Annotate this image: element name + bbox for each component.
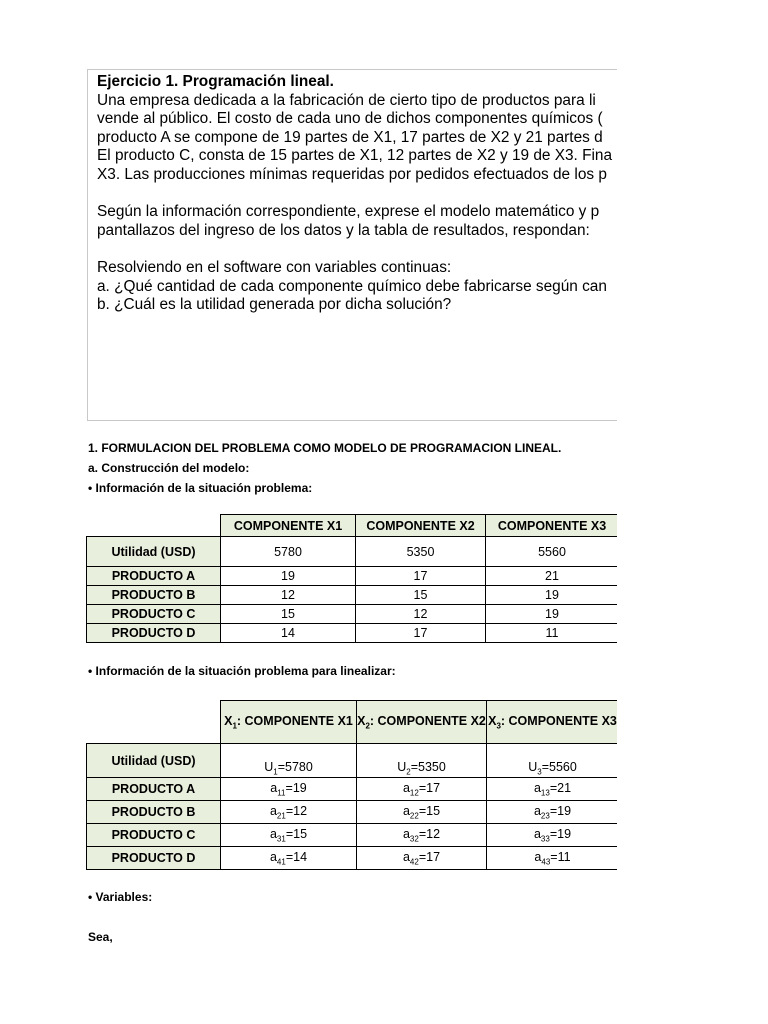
table-cell bbox=[357, 824, 487, 847]
variable-symbol: U bbox=[264, 759, 274, 774]
variable-symbol: X bbox=[357, 713, 366, 728]
table-cell bbox=[487, 847, 619, 870]
variable-symbol: a bbox=[533, 826, 541, 841]
row-header: PRODUCTO B bbox=[87, 801, 221, 824]
table-cell: 5560 bbox=[486, 537, 619, 567]
page-crop-edge bbox=[617, 0, 768, 1024]
exercise-title: Ejercicio 1. Programación lineal. bbox=[97, 73, 334, 90]
variable-symbol: X bbox=[488, 713, 497, 728]
variable-symbol: a bbox=[270, 780, 278, 795]
table-cell: 12 bbox=[221, 586, 356, 605]
variable-subscript: 11 bbox=[277, 788, 286, 798]
table-cell bbox=[357, 801, 487, 824]
variable-value: =17 bbox=[418, 849, 441, 864]
table-cell: 15 bbox=[221, 605, 356, 624]
exercise-line: producto A se compone de 19 partes de X1, 17 partes de X2 y 21 partes d bbox=[97, 128, 603, 146]
variable-subscript: 3 bbox=[496, 721, 501, 731]
data-table bbox=[86, 514, 619, 643]
row-header: Utilidad (USD) bbox=[87, 537, 221, 567]
variable-symbol: a bbox=[533, 803, 541, 818]
table-cell bbox=[221, 847, 357, 870]
variable-symbol: U bbox=[528, 759, 538, 774]
variable-value: =19 bbox=[549, 826, 572, 841]
variable-symbol: a bbox=[533, 780, 541, 795]
variable-subscript: 2 bbox=[365, 721, 370, 731]
subsection-heading: a. Construcción del modelo: bbox=[88, 461, 250, 475]
column-header bbox=[221, 701, 357, 744]
table-cell: 17 bbox=[356, 567, 486, 586]
table-cell bbox=[221, 824, 357, 847]
variable-symbol: a bbox=[269, 803, 277, 818]
bullet-info: • Información de la situación problema: bbox=[88, 481, 313, 495]
table-cell bbox=[221, 744, 357, 778]
table-cell: 5780 bbox=[221, 537, 356, 567]
row-header: PRODUCTO D bbox=[87, 847, 221, 870]
variable-subscript: 1 bbox=[232, 721, 237, 731]
column-header bbox=[357, 701, 487, 744]
variable-value: =5780 bbox=[277, 759, 313, 774]
table-cell: 21 bbox=[486, 567, 619, 586]
exercise-text bbox=[97, 73, 647, 315]
variable-value: =15 bbox=[418, 803, 441, 818]
variable-value: =19 bbox=[285, 780, 307, 795]
table-cell: 19 bbox=[486, 605, 619, 624]
question-a: a. ¿Qué cantidad de cada componente químico debe fabricarse según can bbox=[97, 277, 607, 295]
column-header bbox=[487, 701, 619, 744]
exercise-line: Resolviendo en el software con variables continuas: bbox=[97, 258, 452, 276]
row-header: PRODUCTO C bbox=[87, 824, 221, 847]
variable-value: =15 bbox=[285, 826, 308, 841]
variable-subscript: 31 bbox=[276, 834, 286, 844]
question-b: b. ¿Cuál es la utilidad generada por dicha solución? bbox=[97, 296, 452, 314]
exercise-line: X3. Las producciones mínimas requeridas por pedidos efectuados de los p bbox=[97, 165, 607, 183]
table-cell: 17 bbox=[356, 624, 486, 643]
exercise-line: El producto C, consta de 15 partes de X1, 12 partes de X2 y 19 de X3. Fina bbox=[97, 147, 613, 165]
column-header: COMPONENTE X3 bbox=[486, 515, 619, 537]
variable-symbol: a bbox=[402, 803, 410, 818]
variable-value: =11 bbox=[550, 849, 571, 864]
column-header: COMPONENTE X1 bbox=[221, 515, 356, 537]
variable-symbol: a bbox=[402, 826, 410, 841]
exercise-line: pantallazos del ingreso de los datos y la tabla de resultados, respondan: bbox=[97, 221, 590, 239]
variable-symbol: X bbox=[224, 713, 233, 728]
row-header: PRODUCTO C bbox=[87, 605, 221, 624]
sea-label: Sea, bbox=[88, 930, 113, 944]
variable-subscript: 22 bbox=[409, 811, 419, 821]
row-header: Utilidad (USD) bbox=[87, 744, 221, 778]
variable-value: =5350 bbox=[410, 759, 446, 774]
table-cell: 19 bbox=[221, 567, 356, 586]
variable-value: : COMPONENTE X3 bbox=[500, 713, 617, 728]
row-header: PRODUCTO D bbox=[87, 624, 221, 643]
row-header: PRODUCTO A bbox=[87, 778, 221, 801]
table-cell: 19 bbox=[486, 586, 619, 605]
variable-value: : COMPONENTE X2 bbox=[369, 713, 486, 728]
linearized-table bbox=[86, 700, 619, 870]
variable-symbol: a bbox=[269, 849, 277, 864]
variable-value: =5560 bbox=[541, 759, 577, 774]
variable-subscript: 43 bbox=[541, 857, 551, 867]
table-cell bbox=[487, 778, 619, 801]
table-cell: 14 bbox=[221, 624, 356, 643]
table-cell bbox=[357, 847, 487, 870]
variable-symbol: a bbox=[534, 849, 542, 864]
exercise-line: Según la información correspondiente, exprese el modelo matemático y p bbox=[97, 203, 600, 221]
exercise-line: Una empresa dedicada a la fabricación de cierto tipo de productos para li bbox=[97, 91, 596, 109]
variable-subscript: 2 bbox=[406, 767, 411, 776]
variable-value: =17 bbox=[418, 780, 441, 795]
variable-symbol: U bbox=[397, 759, 407, 774]
table-cell: 5350 bbox=[356, 537, 486, 567]
exercise-line: vende al público. El costo de cada uno de dichos componentes químicos ( bbox=[97, 110, 603, 128]
bullet-variables: • Variables: bbox=[88, 890, 153, 904]
variable-subscript: 3 bbox=[537, 767, 542, 776]
variable-subscript: 23 bbox=[540, 811, 550, 821]
variable-subscript: 42 bbox=[409, 857, 419, 867]
table-cell bbox=[487, 801, 619, 824]
variable-value: =14 bbox=[285, 849, 308, 864]
variable-value: =19 bbox=[549, 803, 572, 818]
variable-subscript: 13 bbox=[540, 788, 550, 798]
table-cell bbox=[487, 824, 619, 847]
variable-subscript: 33 bbox=[540, 834, 550, 844]
section-heading: 1. FORMULACION DEL PROBLEMA COMO MODELO DE PROGRAMACION LINEAL. bbox=[88, 441, 562, 455]
table-cell bbox=[357, 778, 487, 801]
variable-symbol: a bbox=[402, 849, 410, 864]
table-cell bbox=[357, 744, 487, 778]
variable-subscript: 12 bbox=[409, 788, 419, 798]
column-header: COMPONENTE X2 bbox=[356, 515, 486, 537]
table-cell: 11 bbox=[486, 624, 619, 643]
variable-subscript: 21 bbox=[276, 811, 286, 821]
variable-value: : COMPONENTE X1 bbox=[236, 713, 353, 728]
table-cell bbox=[221, 801, 357, 824]
exercise-statement-box bbox=[87, 69, 647, 421]
table-cell: 12 bbox=[356, 605, 486, 624]
bullet-linearize: • Información de la situación problema para linealizar: bbox=[88, 664, 396, 678]
variable-value: =12 bbox=[285, 803, 308, 818]
table-cell bbox=[487, 744, 619, 778]
variable-symbol: a bbox=[402, 780, 410, 795]
table-cell: 15 bbox=[356, 586, 486, 605]
table-cell bbox=[221, 778, 357, 801]
variable-value: =21 bbox=[549, 780, 572, 795]
variable-subscript: 1 bbox=[273, 767, 278, 776]
variable-subscript: 32 bbox=[409, 834, 419, 844]
variable-symbol: a bbox=[269, 826, 277, 841]
variable-value: =12 bbox=[418, 826, 441, 841]
row-header: PRODUCTO A bbox=[87, 567, 221, 586]
variable-subscript: 41 bbox=[276, 857, 286, 867]
row-header: PRODUCTO B bbox=[87, 586, 221, 605]
